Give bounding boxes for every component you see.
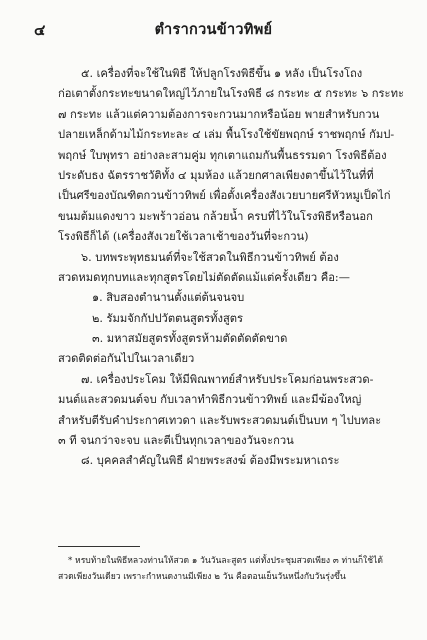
footnotes <box>58 553 408 585</box>
page-number: ๔ <box>34 21 46 39</box>
running-title: ตำรากวนข้าวทิพย์ <box>154 21 273 38</box>
list-item: ๑. สิบสองตำนานตั้งแต่ต้นจนจบ <box>92 291 245 305</box>
paragraph-8-heading-line: ๘. บุคคลสำคัญในพิธี ฝ่ายพระสงฆ์ ต้องมีพระมหาเถระ <box>81 454 340 468</box>
paragraph-6-heading-line: ๖. บทพระพุทธมนต์ที่จะใช้สวดในพิธีกวนข้าวทิพย์ ต้อง <box>81 250 339 264</box>
body-line: โรงพิธีก็ได้ (เครื่องสังเวยใช้เวลาเช้าของวันที่จะกวน) <box>58 230 309 244</box>
body-line: ๓ ที จนกว่าจะจบ และตีเป็นทุกเวลาของวันจะกวน <box>58 434 294 448</box>
footnote-line: สวดเพียงวันเดียว เพราะกำหนดงานมีเพียง ๒ วัน คือตอนเย็นวันหนึ่งกับวันรุ่งขึ้น <box>58 572 346 582</box>
body-text <box>58 64 408 472</box>
body-line: ขนมต้มแดงขาว มะพร้าวอ่อน กล้วยน้ำ ครบที่ไว้ในโรงพิธีหรือนอก <box>58 209 373 223</box>
body-line: ปลายเหล็กด้ามไม้กระทะละ ๔ เล่ม พื้นโรงใช้ขัยพฤกษ์ ราชพฤกษ์ กัมป- <box>58 128 395 142</box>
footnote-line: * หรบท้ายในพิธีหลวงท่านให้สวด ๑ วันวันละสูตร แต่ทั้งประชุมสวดเพียง ๓ ท่านก็ใช้ได้ <box>68 556 383 566</box>
body-line: มนต์และสวดมนต์จบ กับเวลาทำพิธีกวนข้าวทิพย์ และมีฆ้องใหญ่ <box>58 393 362 407</box>
body-line: ประดับธง ฉัตรราชวัติทั้ง ๔ มุมห้อง แล้วยกศาลเพียงตาขึ้นไว้ในที่ที่ <box>58 168 374 182</box>
body-line: เป็นศรีของบัณฑิตกวนข้าวทิพย์ เพื่อตั้งเครื่องสังเวยบายศรีหัวหมูเป็ดไก่ <box>58 189 391 203</box>
paragraph-5-heading-line: ๕. เครื่องที่จะใช้ในพิธี ให้ปลูกโรงพิธีขึ้น ๑ หลัง เป็นโรงโถง <box>81 67 363 80</box>
body-line: พฤกษ์ ใบพุทรา อย่างละสามคู่ม ทุกเตาแถมกันพื้นธรรมดา โรงพิธีต้อง <box>58 148 387 162</box>
page-header <box>34 18 393 40</box>
body-line: สวดหมดทุกบทและทุกสูตรโดยไม่ตัดตัดแม้แต่ครั้งเดียว คือ:— <box>58 270 350 284</box>
body-line: ๗ กระทะ แล้วแต่ความต้องการจะกวนมากหรือน้อย พายสำหรับกวน <box>58 107 380 121</box>
body-line: ก่อเตาตั้งกระทะขนาดใหญ่ไว้ภายในโรงพิธี ๘ กระทะ ๕ กระทะ ๖ กระทะ <box>58 87 404 101</box>
paragraph-7-heading-line: ๗. เครื่องประโคม ให้มีพิณพาทย์สำหรับประโคมก่อนพระสวด- <box>81 372 374 386</box>
list-item: ๓. มหาสมัยสูตรทั้งสูตรห้ามตัดตัดตัดขาด <box>92 332 288 346</box>
body-line: สวดติดต่อกันไปในเวลาเดียว <box>58 352 195 366</box>
footnote-divider <box>58 546 140 547</box>
list-item: ๒. รัมมจักกัปปวัตตนสูตรทั้งสูตร <box>92 311 244 325</box>
body-line: สำหรับตีรับคำประกาศเทวดา และรับพระสวดมนต์เป็นบท ๆ ไปบทละ <box>58 413 382 427</box>
